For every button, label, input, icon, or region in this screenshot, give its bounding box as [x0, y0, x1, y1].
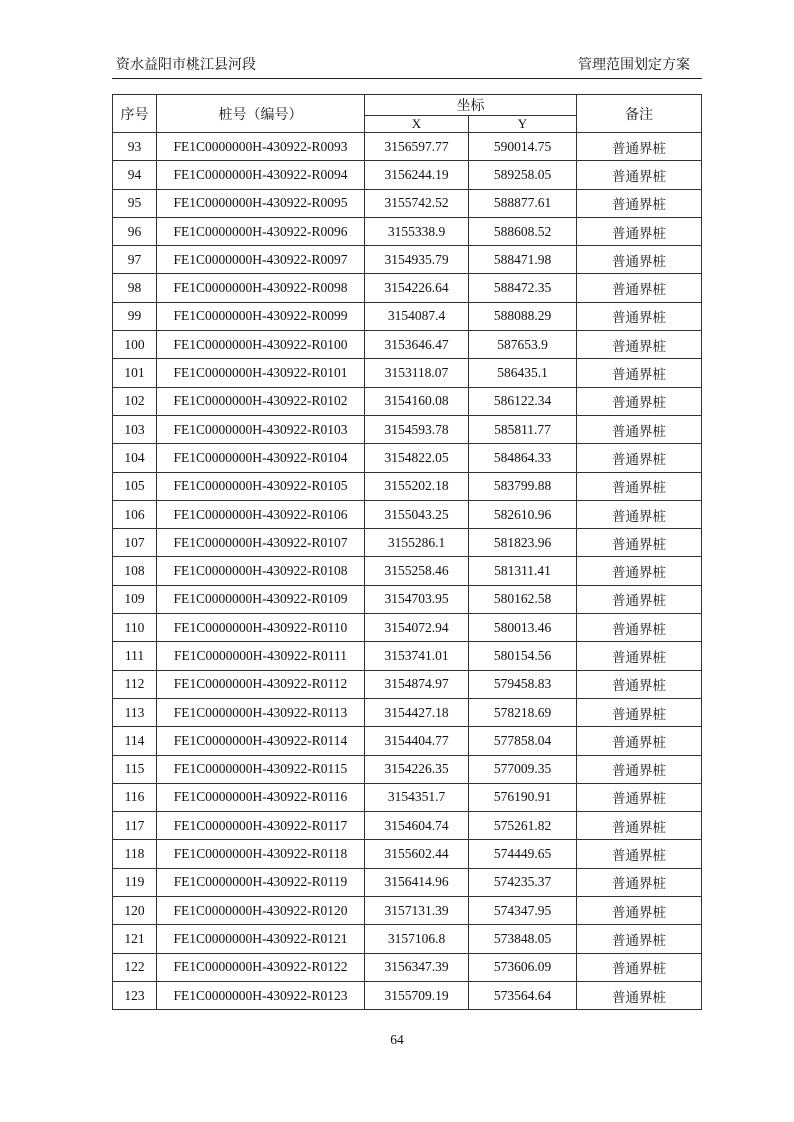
row-note: 普通界桩: [577, 415, 702, 443]
row-x-coordinate: 3153741.01: [365, 642, 469, 670]
row-index: 106: [113, 500, 157, 528]
row-x-coordinate: 3154822.05: [365, 444, 469, 472]
row-index: 109: [113, 585, 157, 613]
row-pile-id: FE1C0000000H-430922-R0093: [157, 133, 365, 161]
row-y-coordinate: 586122.34: [469, 387, 577, 415]
row-note: 普通界桩: [577, 727, 702, 755]
row-note: 普通界桩: [577, 387, 702, 415]
row-y-coordinate: 574449.65: [469, 840, 577, 868]
page-header: [112, 50, 702, 79]
row-y-coordinate: 580154.56: [469, 642, 577, 670]
row-index: 97: [113, 246, 157, 274]
row-note: 普通界桩: [577, 812, 702, 840]
row-note: 普通界桩: [577, 642, 702, 670]
row-y-coordinate: 580162.58: [469, 585, 577, 613]
row-index: 94: [113, 161, 157, 189]
row-note: 普通界桩: [577, 472, 702, 500]
row-index: 104: [113, 444, 157, 472]
row-index: 121: [113, 925, 157, 953]
row-x-coordinate: 3157106.8: [365, 925, 469, 953]
table-row: [113, 444, 702, 472]
row-note: 普通界桩: [577, 953, 702, 981]
table-row: [113, 812, 702, 840]
row-x-coordinate: 3156244.19: [365, 161, 469, 189]
row-pile-id: FE1C0000000H-430922-R0100: [157, 331, 365, 359]
row-y-coordinate: 587653.9: [469, 331, 577, 359]
row-pile-id: FE1C0000000H-430922-R0103: [157, 415, 365, 443]
row-x-coordinate: 3155338.9: [365, 217, 469, 245]
row-note: 普通界桩: [577, 189, 702, 217]
table-row: [113, 387, 702, 415]
row-x-coordinate: 3154427.18: [365, 698, 469, 726]
row-note: 普通界桩: [577, 444, 702, 472]
col-header-x: X: [365, 116, 469, 133]
row-pile-id: FE1C0000000H-430922-R0122: [157, 953, 365, 981]
col-header-index: 序号: [113, 95, 157, 133]
row-x-coordinate: 3153646.47: [365, 331, 469, 359]
table-row: [113, 925, 702, 953]
row-index: 122: [113, 953, 157, 981]
row-y-coordinate: 586435.1: [469, 359, 577, 387]
row-pile-id: FE1C0000000H-430922-R0112: [157, 670, 365, 698]
row-index: 114: [113, 727, 157, 755]
row-note: 普通界桩: [577, 868, 702, 896]
row-index: 103: [113, 415, 157, 443]
row-index: 102: [113, 387, 157, 415]
row-x-coordinate: 3155043.25: [365, 500, 469, 528]
row-x-coordinate: 3154604.74: [365, 812, 469, 840]
row-note: 普通界桩: [577, 246, 702, 274]
row-note: 普通界桩: [577, 614, 702, 642]
row-note: 普通界桩: [577, 557, 702, 585]
row-index: 118: [113, 840, 157, 868]
table-row: [113, 670, 702, 698]
row-pile-id: FE1C0000000H-430922-R0116: [157, 783, 365, 811]
row-pile-id: FE1C0000000H-430922-R0123: [157, 981, 365, 1009]
table-row: [113, 302, 702, 330]
row-note: 普通界桩: [577, 274, 702, 302]
row-index: 112: [113, 670, 157, 698]
row-note: 普通界桩: [577, 840, 702, 868]
row-pile-id: FE1C0000000H-430922-R0108: [157, 557, 365, 585]
row-x-coordinate: 3155602.44: [365, 840, 469, 868]
row-x-coordinate: 3154160.08: [365, 387, 469, 415]
row-x-coordinate: 3154087.4: [365, 302, 469, 330]
table-row: [113, 217, 702, 245]
row-y-coordinate: 581823.96: [469, 529, 577, 557]
row-x-coordinate: 3156347.39: [365, 953, 469, 981]
row-y-coordinate: 577009.35: [469, 755, 577, 783]
row-y-coordinate: 575261.82: [469, 812, 577, 840]
row-y-coordinate: 579458.83: [469, 670, 577, 698]
row-note: 普通界桩: [577, 529, 702, 557]
row-index: 123: [113, 981, 157, 1009]
row-y-coordinate: 582610.96: [469, 500, 577, 528]
row-note: 普通界桩: [577, 783, 702, 811]
row-note: 普通界桩: [577, 981, 702, 1009]
row-x-coordinate: 3154593.78: [365, 415, 469, 443]
row-pile-id: FE1C0000000H-430922-R0111: [157, 642, 365, 670]
row-note: 普通界桩: [577, 302, 702, 330]
table-row: [113, 783, 702, 811]
table-row: [113, 529, 702, 557]
table-row: [113, 246, 702, 274]
row-note: 普通界桩: [577, 925, 702, 953]
row-index: 100: [113, 331, 157, 359]
row-pile-id: FE1C0000000H-430922-R0113: [157, 698, 365, 726]
row-pile-id: FE1C0000000H-430922-R0117: [157, 812, 365, 840]
row-index: 93: [113, 133, 157, 161]
table-row: [113, 189, 702, 217]
table-row: [113, 868, 702, 896]
table-row: [113, 614, 702, 642]
row-x-coordinate: 3154226.64: [365, 274, 469, 302]
row-index: 107: [113, 529, 157, 557]
row-note: 普通界桩: [577, 500, 702, 528]
row-x-coordinate: 3155286.1: [365, 529, 469, 557]
row-index: 96: [113, 217, 157, 245]
row-note: 普通界桩: [577, 698, 702, 726]
row-x-coordinate: 3154874.97: [365, 670, 469, 698]
row-note: 普通界桩: [577, 133, 702, 161]
row-x-coordinate: 3155202.18: [365, 472, 469, 500]
row-pile-id: FE1C0000000H-430922-R0114: [157, 727, 365, 755]
row-pile-id: FE1C0000000H-430922-R0096: [157, 217, 365, 245]
row-y-coordinate: 578218.69: [469, 698, 577, 726]
row-pile-id: FE1C0000000H-430922-R0104: [157, 444, 365, 472]
header-document-title: 管理范围划定方案: [578, 58, 690, 73]
table-row: [113, 415, 702, 443]
row-y-coordinate: 585811.77: [469, 415, 577, 443]
row-x-coordinate: 3154935.79: [365, 246, 469, 274]
table-body: [113, 133, 702, 1010]
row-y-coordinate: 584864.33: [469, 444, 577, 472]
row-pile-id: FE1C0000000H-430922-R0120: [157, 897, 365, 925]
header-section-title: 资水益阳市桃江县河段: [116, 58, 256, 73]
row-x-coordinate: 3157131.39: [365, 897, 469, 925]
row-pile-id: FE1C0000000H-430922-R0105: [157, 472, 365, 500]
row-note: 普通界桩: [577, 331, 702, 359]
row-y-coordinate: 589258.05: [469, 161, 577, 189]
row-pile-id: FE1C0000000H-430922-R0110: [157, 614, 365, 642]
table-row: [113, 161, 702, 189]
row-x-coordinate: 3154072.94: [365, 614, 469, 642]
table-row: [113, 472, 702, 500]
col-header-coordinates: 坐标: [365, 95, 577, 116]
row-note: 普通界桩: [577, 161, 702, 189]
row-y-coordinate: 573848.05: [469, 925, 577, 953]
row-pile-id: FE1C0000000H-430922-R0102: [157, 387, 365, 415]
row-index: 108: [113, 557, 157, 585]
row-x-coordinate: 3153118.07: [365, 359, 469, 387]
row-y-coordinate: 576190.91: [469, 783, 577, 811]
row-note: 普通界桩: [577, 755, 702, 783]
row-index: 115: [113, 755, 157, 783]
col-header-pile-id: 桩号（编号）: [157, 95, 365, 133]
row-x-coordinate: 3155709.19: [365, 981, 469, 1009]
row-y-coordinate: 574347.95: [469, 897, 577, 925]
table-row: [113, 897, 702, 925]
row-y-coordinate: 581311.41: [469, 557, 577, 585]
col-header-y: Y: [469, 116, 577, 133]
row-note: 普通界桩: [577, 585, 702, 613]
col-header-note: 备注: [577, 95, 702, 133]
row-pile-id: FE1C0000000H-430922-R0099: [157, 302, 365, 330]
table-row: [113, 727, 702, 755]
row-y-coordinate: 573606.09: [469, 953, 577, 981]
row-x-coordinate: 3156597.77: [365, 133, 469, 161]
row-pile-id: FE1C0000000H-430922-R0101: [157, 359, 365, 387]
row-index: 113: [113, 698, 157, 726]
row-y-coordinate: 583799.88: [469, 472, 577, 500]
row-index: 119: [113, 868, 157, 896]
table-row: [113, 331, 702, 359]
table-row: [113, 953, 702, 981]
row-pile-id: FE1C0000000H-430922-R0107: [157, 529, 365, 557]
row-y-coordinate: 588472.35: [469, 274, 577, 302]
row-x-coordinate: 3154404.77: [365, 727, 469, 755]
row-pile-id: FE1C0000000H-430922-R0094: [157, 161, 365, 189]
boundary-pile-table: [112, 94, 702, 1010]
row-pile-id: FE1C0000000H-430922-R0118: [157, 840, 365, 868]
row-y-coordinate: 574235.37: [469, 868, 577, 896]
row-y-coordinate: 577858.04: [469, 727, 577, 755]
row-pile-id: FE1C0000000H-430922-R0095: [157, 189, 365, 217]
row-x-coordinate: 3154226.35: [365, 755, 469, 783]
table-row: [113, 840, 702, 868]
table-row: [113, 500, 702, 528]
row-y-coordinate: 573564.64: [469, 981, 577, 1009]
row-index: 98: [113, 274, 157, 302]
table-row: [113, 359, 702, 387]
row-y-coordinate: 588608.52: [469, 217, 577, 245]
table-row: [113, 557, 702, 585]
row-index: 95: [113, 189, 157, 217]
row-index: 120: [113, 897, 157, 925]
row-x-coordinate: 3156414.96: [365, 868, 469, 896]
row-x-coordinate: 3154351.7: [365, 783, 469, 811]
table-row: [113, 274, 702, 302]
row-index: 110: [113, 614, 157, 642]
row-x-coordinate: 3154703.95: [365, 585, 469, 613]
row-pile-id: FE1C0000000H-430922-R0097: [157, 246, 365, 274]
row-index: 117: [113, 812, 157, 840]
row-index: 101: [113, 359, 157, 387]
table-row: [113, 133, 702, 161]
row-index: 116: [113, 783, 157, 811]
row-index: 111: [113, 642, 157, 670]
row-pile-id: FE1C0000000H-430922-R0119: [157, 868, 365, 896]
row-y-coordinate: 590014.75: [469, 133, 577, 161]
row-y-coordinate: 588088.29: [469, 302, 577, 330]
row-note: 普通界桩: [577, 670, 702, 698]
row-note: 普通界桩: [577, 217, 702, 245]
row-pile-id: FE1C0000000H-430922-R0115: [157, 755, 365, 783]
table-row: [113, 585, 702, 613]
table-row: [113, 642, 702, 670]
row-y-coordinate: 588877.61: [469, 189, 577, 217]
row-x-coordinate: 3155742.52: [365, 189, 469, 217]
row-index: 105: [113, 472, 157, 500]
page-number: 64: [390, 1032, 404, 1047]
row-x-coordinate: 3155258.46: [365, 557, 469, 585]
row-note: 普通界桩: [577, 897, 702, 925]
row-y-coordinate: 588471.98: [469, 246, 577, 274]
row-pile-id: FE1C0000000H-430922-R0098: [157, 274, 365, 302]
row-pile-id: FE1C0000000H-430922-R0121: [157, 925, 365, 953]
row-index: 99: [113, 302, 157, 330]
row-y-coordinate: 580013.46: [469, 614, 577, 642]
table-row: [113, 981, 702, 1009]
row-pile-id: FE1C0000000H-430922-R0109: [157, 585, 365, 613]
table-row: [113, 698, 702, 726]
table-row: [113, 755, 702, 783]
row-note: 普通界桩: [577, 359, 702, 387]
row-pile-id: FE1C0000000H-430922-R0106: [157, 500, 365, 528]
